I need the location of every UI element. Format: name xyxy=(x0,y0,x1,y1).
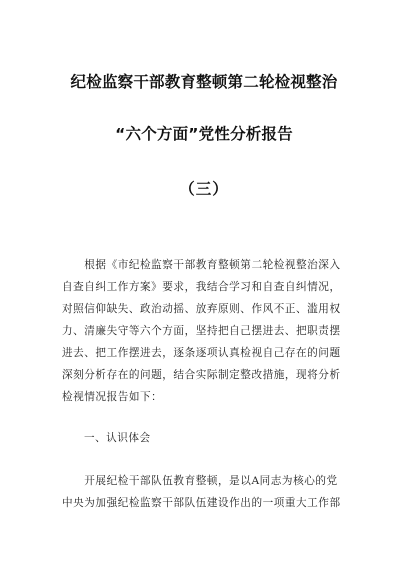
paragraph-line: 对照信仰缺失、政治动摇、放弃原则、作风不正、滥用权 xyxy=(62,303,341,315)
paragraph-line: 自查自纠工作方案》要求，我结合学习和自查自纠情况， xyxy=(62,281,341,293)
paragraph-line: 中央为加强纪检监察干部队伍建设作出的一项重大工作部 xyxy=(62,497,341,509)
paragraph-line: 进去、把工作摆进去，逐条逐项认真检视自己存在的问题 xyxy=(62,347,341,359)
section-heading-understanding: 一、认识体会 xyxy=(84,432,151,444)
paragraph-section-1 xyxy=(62,470,350,514)
paragraph-line: 根据《市纪检监察干部教育整顿第二轮检视整治深入 xyxy=(62,259,341,271)
document-title-line-1: 纪检监察干部教育整顿第二轮检视整治 xyxy=(70,73,338,91)
paragraph-line: 深刻分析存在的问题，结合实际制定整改措施，现将分析 xyxy=(62,369,341,381)
paragraph-line: 开展纪检干部队伍教育整顿，是以A同志为核心的党 xyxy=(62,475,338,487)
paragraph-introduction xyxy=(62,254,350,408)
document-title-line-2: “六个方面”党性分析报告 xyxy=(115,125,293,143)
paragraph-line: 检视情况报告如下： xyxy=(62,391,163,403)
document-part-number: （三） xyxy=(179,180,229,198)
paragraph-line: 力、清廉失守等六个方面，坚持把自己摆进去、把职责摆 xyxy=(62,325,341,337)
